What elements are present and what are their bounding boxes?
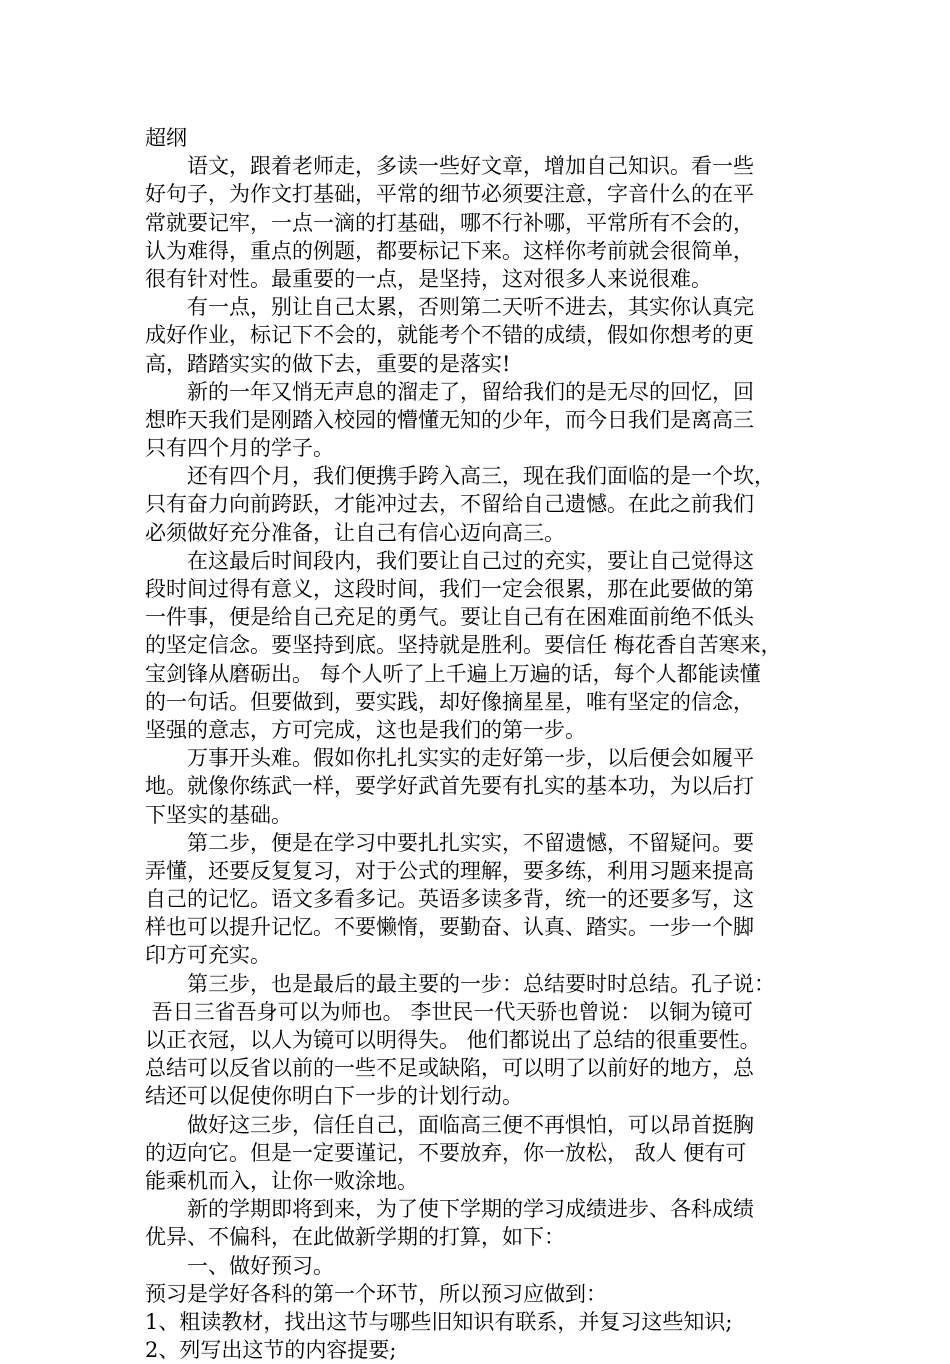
list-item: 2、列写出这节的内容提要; bbox=[145, 1338, 397, 1363]
text-line: 必须做好充分准备，让自己有信心迈向高三。 bbox=[145, 520, 565, 545]
text-line: 预习是学好各科的第一个环节，所以预习应做到： bbox=[145, 1281, 607, 1306]
text-line: 吾日三省吾身可以为师也。 李世民一代天骄也曾说： 以铜为镜可 bbox=[145, 999, 754, 1024]
document-heading: 超纲 bbox=[145, 126, 187, 150]
text-line: 坚强的意志，方可完成，这也是我们的第一步。 bbox=[145, 717, 586, 742]
text-line: 很有针对性。最重要的一点，是坚持，这对很多人来说很难。 bbox=[145, 266, 712, 291]
text-line: 万事开头难。假如你扎扎实实的走好第一步，以后便会如履平 bbox=[145, 746, 754, 771]
list-item: 1、粗读教材，找出这节与哪些旧知识有联系，并复习这些知识; bbox=[145, 1309, 733, 1334]
section-heading: 一、做好预习。 bbox=[145, 1253, 334, 1278]
text-line: 还有四个月，我们便携手跨入高三，现在我们面临的是一个坎， bbox=[145, 464, 775, 489]
text-line: 的坚定信念。要坚持到底。坚持就是胜利。要信任 梅花香自苦寒来， bbox=[145, 633, 782, 658]
text-line: 语文，跟着老师走，多读一些好文章，增加自己知识。看一些 bbox=[145, 154, 754, 179]
text-line: 在这最后时间段内，我们要让自己过的充实，要让自己觉得这 bbox=[145, 548, 754, 573]
text-line: 新的一年又悄无声息的溜走了，留给我们的是无尽的回忆，回 bbox=[145, 379, 754, 404]
text-line: 有一点，别让自己太累，否则第二天听不进去，其实你认真完 bbox=[145, 295, 754, 320]
text-line: 结还可以促使你明白下一步的计划行动。 bbox=[145, 1084, 523, 1109]
text-line: 成好作业，标记下不会的，就能考个不错的成绩，假如你想考的更 bbox=[145, 323, 754, 348]
text-line: 好句子，为作文打基础，平常的细节必须要注意，字音什么的在平 bbox=[145, 182, 754, 207]
text-line: 高，踏踏实实的做下去，重要的是落实! bbox=[145, 351, 511, 376]
text-line: 地。就像你练武一样，要学好武首先要有扎实的基本功，为以后打 bbox=[145, 774, 754, 799]
text-line: 弄懂，还要反复复习，对于公式的理解，要多练，利用习题来提高 bbox=[145, 858, 754, 883]
text-line: 总结可以反省以前的一些不足或缺陷，可以明了以前好的地方，总 bbox=[145, 1056, 754, 1081]
text-line: 第二步，便是在学习中要扎扎实实，不留遗憾，不留疑问。要 bbox=[145, 830, 754, 855]
text-line: 第三步，也是最后的最主要的一步：总结要时时总结。孔子说： bbox=[145, 971, 775, 996]
text-line: 以正衣冠，以人为镜可以明得失。 他们都说出了总结的很重要性。 bbox=[145, 1028, 761, 1052]
text-line: 只有四个月的学子。 bbox=[145, 436, 334, 461]
text-line: 样也可以提升记忆。不要懒惰，要勤奋、认真、踏实。一步一个脚 bbox=[145, 915, 754, 940]
text-line: 只有奋力向前跨跃，才能冲过去，不留给自己遗憾。在此之前我们 bbox=[145, 492, 754, 517]
text-line: 想昨天我们是刚踏入校园的懵懂无知的少年，而今日我们是离高三 bbox=[145, 407, 754, 432]
text-line: 一件事，便是给自己充足的勇气。要让自己有在困难面前绝不低头 bbox=[145, 605, 754, 630]
text-line: 宝剑锋从磨砺出。 每个人听了上千遍上万遍的话，每个人都能读懂 bbox=[145, 661, 761, 686]
text-line: 段时间过得有意义，这段时间，我们一定会很累，那在此要做的第 bbox=[145, 577, 754, 601]
text-line: 做好这三步，信任自己，面临高三便不再惧怕，可以昂首挺胸 bbox=[145, 1112, 754, 1137]
text-line: 认为难得，重点的例题，都要标记下来。这样你考前就会很简单， bbox=[145, 238, 754, 263]
text-line: 的迈向它。但是一定要谨记，不要放弃，你一放松， 敌人 便有可 bbox=[145, 1140, 747, 1165]
text-line: 新的学期即将到来，为了使下学期的学习成绩进步、各科成绩 bbox=[145, 1197, 754, 1222]
document-page bbox=[145, 124, 813, 1364]
text-line: 下坚实的基础。 bbox=[145, 802, 292, 827]
text-line: 印方可充实。 bbox=[145, 943, 271, 968]
text-line: 能乘机而入，让你一败涂地。 bbox=[145, 1168, 418, 1193]
text-line: 自己的记忆。语文多看多记。英语多读多背，统一的还要多写，这 bbox=[145, 887, 754, 912]
text-line: 优异、不偏科，在此做新学期的打算，如下： bbox=[145, 1225, 565, 1250]
text-line: 常就要记牢，一点一滴的打基础，哪不行补哪，平常所有不会的， bbox=[145, 210, 754, 235]
text-line: 的一句话。但要做到，要实践，却好像摘星星，唯有坚定的信念， bbox=[145, 689, 754, 714]
